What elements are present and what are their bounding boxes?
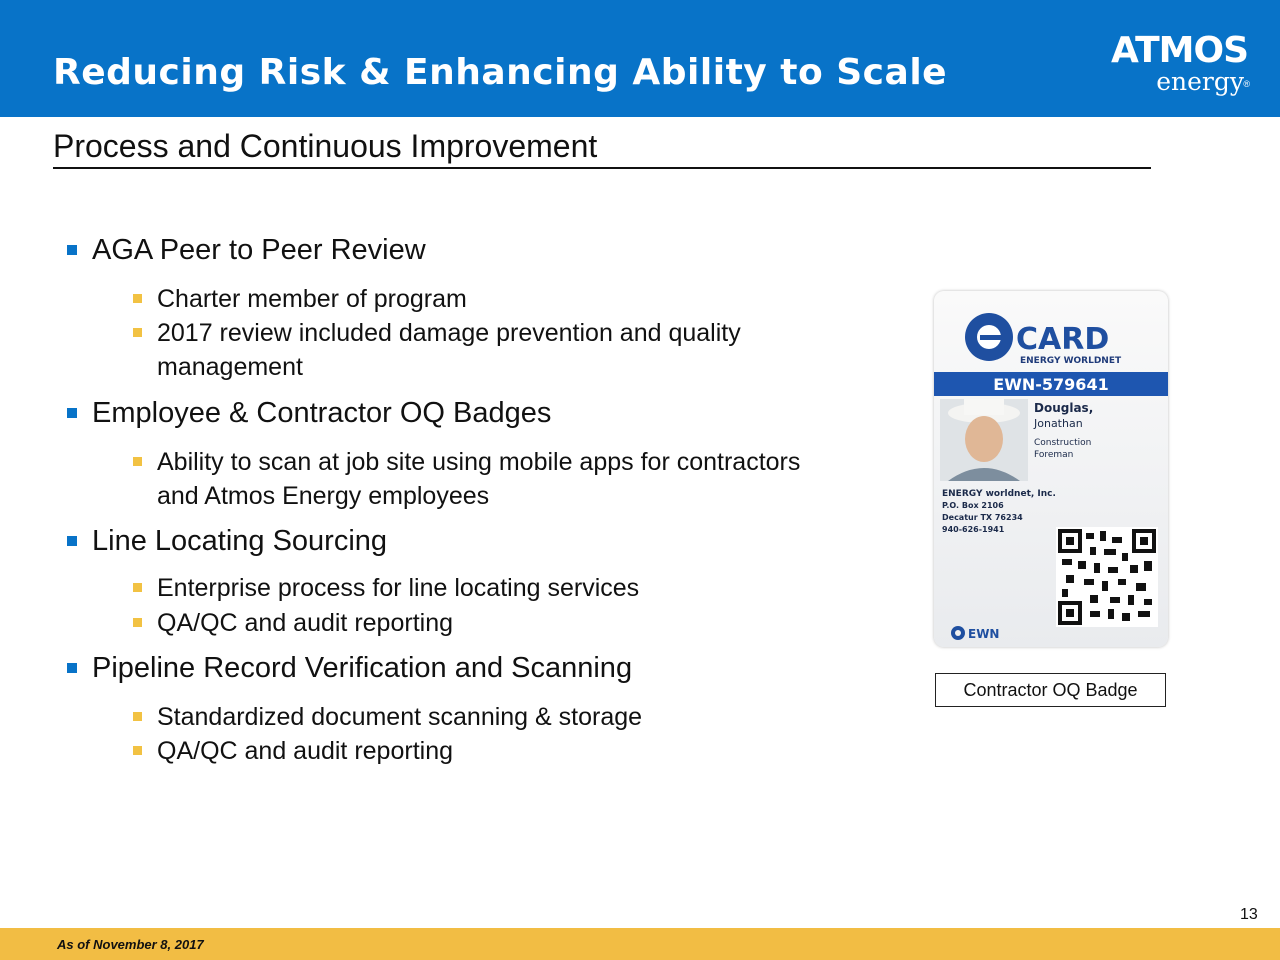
sub-bullet: QA/QC and audit reporting: [157, 606, 453, 640]
logo-sub: energy: [1156, 67, 1244, 96]
badge-role-2: Foreman: [1034, 450, 1074, 460]
badge-company: ENERGY worldnet, Inc.: [942, 489, 1056, 499]
footer-note: As of November 8, 2017: [57, 937, 204, 952]
bullet-aga-review: AGA Peer to Peer Review: [92, 234, 426, 266]
bullet-line-locating: Line Locating Sourcing: [92, 525, 388, 557]
badge-brand-sub: ENERGY WORLDNET: [1020, 356, 1122, 366]
header-bar: [0, 0, 1280, 117]
sub-bullet: Enterprise process for line locating services: [157, 571, 639, 605]
qr-code-icon: [1056, 527, 1158, 627]
badge-first-name: Jonathan: [1034, 417, 1083, 430]
sub-bullet-continuation: management: [157, 353, 303, 381]
badge-address-2: Decatur TX 76234: [942, 513, 1023, 522]
badge-footer-logo: EWN: [968, 627, 1000, 641]
sub-bullet-continuation: and Atmos Energy employees: [157, 482, 490, 510]
bullet-pipeline-records: Pipeline Record Verification and Scanning: [92, 652, 633, 684]
badge-address-1: P.O. Box 2106: [942, 501, 1004, 510]
badge-last-name: Douglas,: [1034, 401, 1094, 415]
logo-wordmark: ATMOS: [1111, 30, 1248, 71]
sub-bullet: 2017 review included damage prevention and quality: [157, 316, 741, 350]
page-number: 13: [1240, 906, 1258, 923]
bullet-oq-badges: Employee & Contractor OQ Badges: [92, 397, 552, 429]
slide-title: Reducing Risk & Enhancing Ability to Scale: [53, 52, 948, 93]
badge-phone: 940-626-1941: [942, 525, 1005, 534]
contractor-badge-image: [934, 291, 1168, 647]
subtitle-divider: [53, 167, 1151, 169]
sub-bullet: Ability to scan at job site using mobile apps for contractors: [157, 445, 800, 479]
sub-bullet: Standardized document scanning & storage: [157, 700, 642, 734]
badge-brand: CARD: [1016, 322, 1110, 357]
badge-photo-portrait: [940, 399, 1028, 481]
badge-card: [934, 291, 1168, 647]
ewn-footer-logo: [951, 626, 999, 641]
logo-registered-mark: ®: [1243, 79, 1250, 89]
atmos-energy-logo: [1094, 30, 1250, 99]
badge-id: EWN-579641: [993, 375, 1109, 394]
sub-bullet: QA/QC and audit reporting: [157, 734, 453, 768]
section-subtitle: Process and Continuous Improvement: [53, 128, 598, 164]
badge-role-1: Construction: [1034, 438, 1092, 448]
sub-bullet: Charter member of program: [157, 282, 467, 316]
badge-caption: Contractor OQ Badge: [935, 673, 1166, 707]
